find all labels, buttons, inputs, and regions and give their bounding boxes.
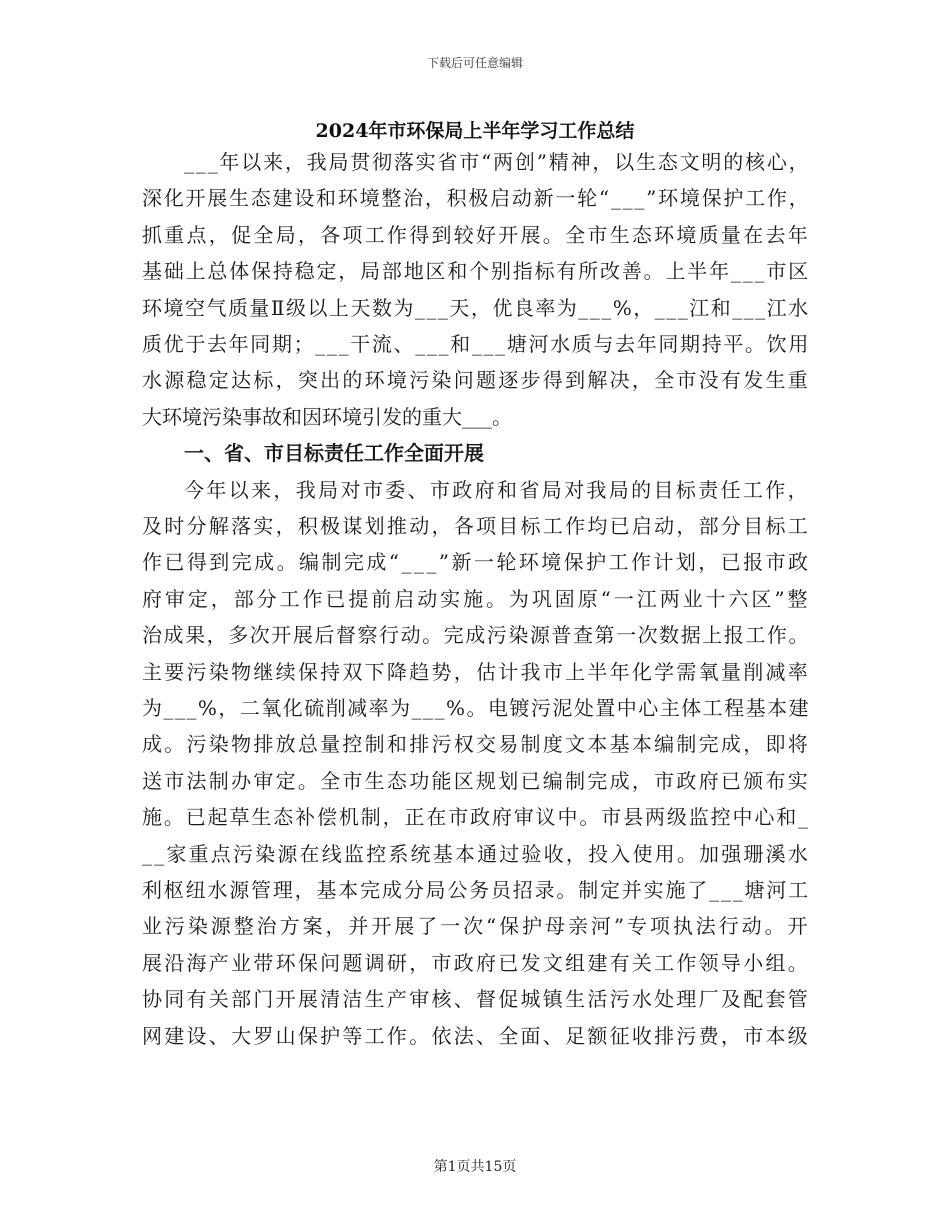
paragraph-line: 协同有关部门开展清洁生产审核、督促城镇生活污水处理厂及配套管 (142, 987, 810, 1012)
page-header-note: 下载后可任意编辑 (426, 56, 523, 70)
paragraph-line: 网建设、大罗山保护等工作。依法、全面、足额征收排污费，市本级 (142, 1023, 810, 1048)
page-number: 第1页共15页 (433, 1159, 517, 1175)
paragraph-line: 府审定，部分工作已提前启动实施。为巩固原“一江两业十六区”整 (142, 586, 811, 611)
paragraph-line: 今年以来，我局对市委、市政府和省局对我局的目标责任工作， (184, 477, 810, 502)
paragraph-line: 质优于去年同期；___干流、___和___塘河水质与去年同期持平。饮用 (142, 332, 810, 356)
paragraph-line: 作已得到完成。编制完成“___”新一轮环境保护工作计划，已报市政 (142, 550, 811, 575)
section-heading: 一、省、市目标责任工作全面开展 (184, 441, 484, 466)
paragraph-line: 大环境污染事故和因环境引发的重大___。 (142, 404, 512, 429)
paragraph-line: 为___%，二氧化硫削减率为___%。电镀污泥处置中心主体工程基本建 (142, 696, 811, 720)
paragraph-line: ___年以来，我局贯彻落实省市“两创”精神，以生态文明的核心， (184, 150, 811, 174)
paragraph-line: 主要污染物继续保持双下降趋势，估计我市上半年化学需氧量削减率 (142, 659, 810, 684)
paragraph-line: 基础上总体保持稳定，局部地区和个别指标有所改善。上半年___市区 (142, 259, 810, 284)
paragraph-line: 抓重点，促全局，各项工作得到较好开展。全市生态环境质量在去年 (142, 222, 810, 247)
paragraph-line: 展沿海产业带环保问题调研，市政府已发文组建有关工作领导小组。 (142, 950, 810, 975)
document-title: 2024年市环保局上半年学习工作总结 (315, 120, 635, 142)
paragraph-line: __家重点污染源在线监控系统基本通过验收，投入使用。加强珊溪水 (142, 841, 810, 866)
paragraph-line: 成。污染物排放总量控制和排污权交易制度文本基本编制完成，即将 (142, 732, 810, 757)
paragraph-line: 利枢纽水源管理，基本完成分局公务员招录。制定并实施了___塘河工 (142, 878, 810, 902)
paragraph-line: 施。已起草生态补偿机制，正在市政府审议中。市县两级监控中心和_ (142, 805, 810, 830)
paragraph-line: 及时分解落实，积极谋划推动，各项目标工作均已启动，部分目标工 (142, 514, 810, 538)
paragraph-line: 深化开展生态建设和环境整治，积极启动新一轮“___”环境保护工作， (142, 186, 811, 211)
paragraph-line: 环境空气质量Ⅱ级以上天数为___天，优良率为___%，___江和___江水 (142, 295, 810, 320)
paragraph-line: 治成果，多次开展后督察行动。完成污染源普查第一次数据上报工作。 (142, 623, 810, 648)
paragraph-line: 业污染源整治方案，并开展了一次“保护母亲河”专项执法行动。开 (142, 914, 811, 939)
paragraph-line: 水源稳定达标，突出的环境污染问题逐步得到解决，全市没有发生重 (142, 368, 810, 393)
paragraph-line: 送市法制办审定。全市生态功能区规划已编制完成，市政府已颁布实 (142, 768, 810, 793)
